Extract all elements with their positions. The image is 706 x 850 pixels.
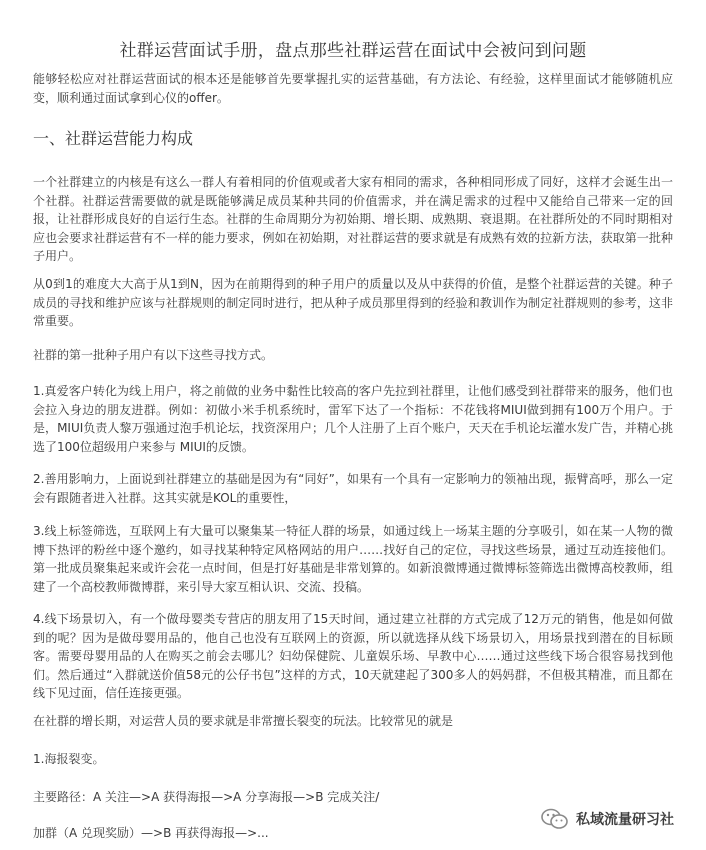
- list-item-paragraph: 2.善用影响力，上面说到社群建立的基础是因为有“同好”，如果有一个具有一定影响力的领袖出现，振臂高呼，那么一定会有跟随者进入社群。这其实就是KOL的重要性，: [33, 472, 673, 505]
- body-paragraph: 主要路径：A 关注—>A 获得海报—>A 分享海报—>B 完成关注/: [33, 790, 380, 804]
- body-paragraph: 一个社群建立的内核是有这么一群人有着相同的价值观或者大家有相同的需求，各种相同形成了同好，这样才会诞生出一个社群。社群运营需要做的就是既能够满足成员某种共同的价值需求，并在满足需求的过程中又能给自己带来一定的回报，让社群形成良好的自运行生态。社群的生命周期分为初始期、增长期、成熟期、衰退期。在社群所处的不同时期相对应也会要求社群运营有不一样的能力要求，例如在初始期，对社群运营的要求就是有成熟有效的拉新方法，获取第一批种子用户。: [33, 175, 673, 263]
- body-paragraph: 加群（A 兑现奖励）—>B 再获得海报—>...: [33, 826, 269, 840]
- body-paragraph: 在社群的增长期，对运营人员的要求就是非常擅长裂变的玩法。比较常见的就是: [33, 714, 454, 728]
- watermark-text: 私域流量研习社: [576, 812, 674, 828]
- body-paragraph: 从0到1的难度大大高于从1到N，因为在前期得到的种子用户的质量以及从中获得的价值，是整个社群运营的关键。种子成员的寻找和维护应该与社群规则的制定同时进行，把从种子成员那里得到的经验和教训作为制定社群规则的参考，这非常重要。: [33, 277, 673, 328]
- section-heading: 一、社群运营能力构成: [33, 129, 194, 148]
- list-item-paragraph: 1.真爱客户转化为线上用户，将之前做的业务中黏性比较高的客户先拉到社群里，让他们感受到社群带来的服务，他们也会拉入身边的朋友进群。例如：初做小米手机系统时，雷军下达了一个指标：不花钱将MIUI做到拥有100万个用户。于是，MIUI负责人黎万强通过泡手机论坛，找资深用户；几个人注册了上百个账户，天天在手机论坛灌水发广告，并精心挑选了100位超级用户来参与 MIUI的反馈。: [33, 384, 673, 454]
- list-item-paragraph: 3.线上标签筛选，互联网上有大量可以聚集某一特征人群的场景，如通过线上一场某主题的分享吸引，如在某一人物的微博下热评的粉丝中逐个邀约，如寻找某种特定风格网站的用户……找好自己的定位，寻找这些场景，通过互动连接他们。第一批成员聚集起来或许会花一点时间，但是打好基础是非常划算的。如新浪微博通过微博标签筛选出微博高校教师，组建了一个高校教师微博群，来引导大家互相认识、交流、投稿。: [33, 524, 673, 594]
- list-item-paragraph: 1.海报裂变。: [33, 752, 105, 766]
- intro-paragraph: 能够轻松应对社群运营面试的根本还是能够首先要掌握扎实的运营基础，有方法论、有经验，这样里面试才能够随机应变，顺利通过面试拿到心仪的offer。: [33, 72, 673, 105]
- wechat-official-account-icon: [540, 806, 570, 832]
- list-item-paragraph: 4.线下场景切入，有一个做母婴类专营店的朋友用了15天时间，通过建立社群的方式完成了12万元的销售，他是如何做到的呢？因为是做母婴用品的，他自己也没有互联网上的资源，所以就选择从线下场景切入，用场景找到潜在的目标顾客。需要母婴用品的人在购买之前会去哪儿？妇幼保健院、儿童娱乐场、早教中心……通过这些线下场合很容易找到他们。然后通过“入群就送价值58元的公仔书包”这样的方式，10天就建起了300多人的妈妈群，不但极其精准，而且都在线下见过面，信任连接更强。: [33, 612, 673, 700]
- watermark: [540, 806, 674, 832]
- body-paragraph: 社群的第一批种子用户有以下这些寻找方式。: [33, 348, 274, 362]
- article-title: 社群运营面试手册，盘点那些社群运营在面试中会被问到问题: [119, 41, 587, 61]
